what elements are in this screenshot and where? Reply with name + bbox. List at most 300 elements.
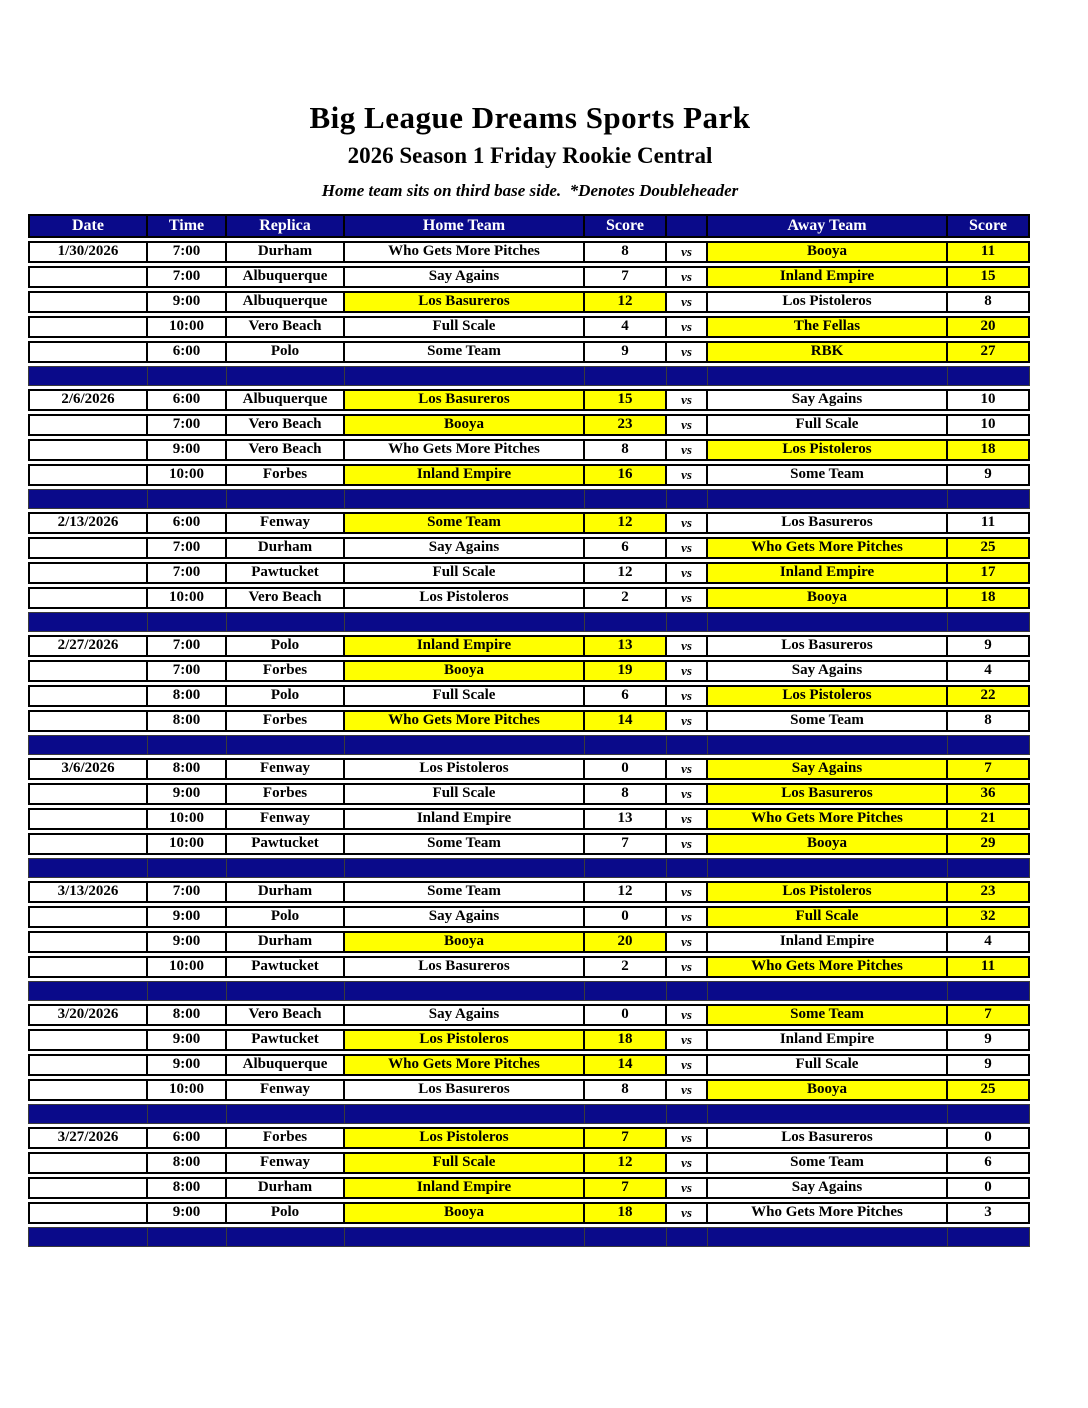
separator-cell [585,981,667,1001]
home-score-cell: 2 [585,587,667,609]
away-team-cell: RBK [708,341,948,363]
time-cell: 7:00 [148,241,227,263]
away-score-cell: 22 [948,685,1030,707]
game-row [28,1054,1030,1076]
vs-cell: vs [667,316,708,338]
date-cell [28,1079,148,1101]
away-team-cell: Full Scale [708,414,948,436]
replica-cell: Vero Beach [227,439,345,461]
away-score-cell: 18 [948,587,1030,609]
home-team-cell: Los Pistoleros [345,758,585,780]
schedule-rows [28,241,1030,1247]
date-cell: 3/20/2026 [28,1004,148,1026]
home-team-cell: Say Agains [345,537,585,559]
time-cell: 8:00 [148,710,227,732]
date-cell: 2/27/2026 [28,635,148,657]
date-cell [28,266,148,288]
game-row [28,710,1030,732]
away-score-cell: 3 [948,1202,1030,1224]
away-score-cell: 17 [948,562,1030,584]
separator-cell [667,858,708,878]
separator-cell [708,858,948,878]
week-separator-row [28,981,1030,1001]
away-score-cell: 4 [948,660,1030,682]
game-row [28,1004,1030,1026]
home-score-cell: 18 [585,1202,667,1224]
separator-cell [667,735,708,755]
date-cell [28,931,148,953]
header-home-score: Score [585,214,667,238]
home-score-cell: 9 [585,341,667,363]
home-score-cell: 8 [585,1079,667,1101]
time-cell: 6:00 [148,341,227,363]
time-cell: 6:00 [148,512,227,534]
vs-cell: vs [667,783,708,805]
away-team-cell: Inland Empire [708,931,948,953]
date-cell [28,710,148,732]
away-score-cell: 10 [948,389,1030,411]
away-score-cell: 7 [948,1004,1030,1026]
date-cell [28,1202,148,1224]
home-score-cell: 4 [585,316,667,338]
time-cell: 9:00 [148,1054,227,1076]
away-team-cell: Some Team [708,1004,948,1026]
game-row [28,1079,1030,1101]
home-team-cell: Say Agains [345,906,585,928]
separator-cell [585,858,667,878]
separator-cell [345,366,585,386]
home-score-cell: 7 [585,266,667,288]
game-row [28,881,1030,903]
vs-cell: vs [667,241,708,263]
separator-cell [148,489,227,509]
header-time: Time [148,214,227,238]
away-score-cell: 10 [948,414,1030,436]
week-separator-row [28,858,1030,878]
separator-cell [585,612,667,632]
home-score-cell: 20 [585,931,667,953]
replica-cell: Albuquerque [227,291,345,313]
away-score-cell: 32 [948,906,1030,928]
replica-cell: Fenway [227,758,345,780]
game-row [28,906,1030,928]
separator-cell [148,612,227,632]
date-cell: 3/27/2026 [28,1127,148,1149]
separator-cell [708,981,948,1001]
home-score-cell: 14 [585,710,667,732]
away-score-cell: 29 [948,833,1030,855]
game-row [28,241,1030,263]
time-cell: 10:00 [148,808,227,830]
away-team-cell: Who Gets More Pitches [708,956,948,978]
separator-cell [948,366,1030,386]
date-cell: 2/6/2026 [28,389,148,411]
separator-cell [948,735,1030,755]
game-row [28,808,1030,830]
game-row [28,1177,1030,1199]
date-cell [28,464,148,486]
away-team-cell: Who Gets More Pitches [708,1202,948,1224]
game-row [28,512,1030,534]
separator-cell [227,366,345,386]
game-row [28,291,1030,313]
separator-cell [708,1104,948,1124]
date-cell [28,537,148,559]
vs-cell: vs [667,931,708,953]
away-team-cell: Say Agains [708,660,948,682]
separator-cell [948,1104,1030,1124]
away-score-cell: 9 [948,1054,1030,1076]
home-score-cell: 0 [585,906,667,928]
separator-cell [585,735,667,755]
game-row [28,660,1030,682]
home-team-cell: Inland Empire [345,808,585,830]
away-team-cell: Los Basureros [708,635,948,657]
away-team-cell: Booya [708,1079,948,1101]
game-row [28,266,1030,288]
table-header-row [28,214,1030,238]
away-team-cell: Some Team [708,464,948,486]
replica-cell: Durham [227,931,345,953]
separator-cell [148,1104,227,1124]
home-score-cell: 0 [585,1004,667,1026]
home-team-cell: Inland Empire [345,464,585,486]
away-score-cell: 25 [948,537,1030,559]
game-row [28,537,1030,559]
separator-cell [345,1104,585,1124]
vs-cell: vs [667,537,708,559]
home-team-cell: Who Gets More Pitches [345,241,585,263]
game-row [28,464,1030,486]
vs-cell: vs [667,1079,708,1101]
time-cell: 10:00 [148,833,227,855]
separator-cell [585,1104,667,1124]
home-score-cell: 14 [585,1054,667,1076]
replica-cell: Fenway [227,1079,345,1101]
away-team-cell: Los Basureros [708,783,948,805]
replica-cell: Pawtucket [227,1029,345,1051]
separator-cell [667,366,708,386]
game-row [28,1127,1030,1149]
schedule-table [28,214,1030,1247]
away-team-cell: Who Gets More Pitches [708,808,948,830]
time-cell: 9:00 [148,783,227,805]
replica-cell: Polo [227,635,345,657]
separator-cell [667,1104,708,1124]
game-row [28,414,1030,436]
game-row [28,931,1030,953]
home-team-cell: Say Agains [345,1004,585,1026]
away-score-cell: 20 [948,316,1030,338]
home-team-cell: Los Pistoleros [345,587,585,609]
separator-cell [148,858,227,878]
vs-cell: vs [667,1004,708,1026]
time-cell: 8:00 [148,1004,227,1026]
week-separator-row [28,612,1030,632]
home-team-cell: Booya [345,1202,585,1224]
date-cell [28,783,148,805]
away-team-cell: Booya [708,833,948,855]
away-score-cell: 21 [948,808,1030,830]
away-score-cell: 4 [948,931,1030,953]
game-row [28,1152,1030,1174]
vs-cell: vs [667,512,708,534]
replica-cell: Durham [227,1177,345,1199]
replica-cell: Polo [227,341,345,363]
date-cell: 2/13/2026 [28,512,148,534]
home-team-cell: Inland Empire [345,635,585,657]
home-team-cell: Some Team [345,341,585,363]
home-score-cell: 7 [585,1127,667,1149]
separator-cell [227,735,345,755]
vs-cell: vs [667,562,708,584]
separator-cell [585,366,667,386]
week-separator-row [28,366,1030,386]
home-score-cell: 12 [585,881,667,903]
away-team-cell: Booya [708,587,948,609]
vs-cell: vs [667,1177,708,1199]
separator-cell [948,1227,1030,1247]
away-team-cell: Inland Empire [708,266,948,288]
replica-cell: Pawtucket [227,956,345,978]
vs-cell: vs [667,341,708,363]
vs-cell: vs [667,833,708,855]
away-team-cell: Los Pistoleros [708,291,948,313]
game-row [28,783,1030,805]
date-cell [28,562,148,584]
away-team-cell: Los Basureros [708,1127,948,1149]
vs-cell: vs [667,635,708,657]
date-cell [28,685,148,707]
replica-cell: Vero Beach [227,316,345,338]
date-cell [28,316,148,338]
away-team-cell: Full Scale [708,906,948,928]
separator-cell [28,858,148,878]
away-score-cell: 9 [948,464,1030,486]
date-cell: 3/6/2026 [28,758,148,780]
date-cell: 3/13/2026 [28,881,148,903]
game-row [28,562,1030,584]
home-team-cell: Some Team [345,512,585,534]
replica-cell: Forbes [227,464,345,486]
week-separator-row [28,1227,1030,1247]
game-row [28,439,1030,461]
date-cell [28,1029,148,1051]
time-cell: 10:00 [148,464,227,486]
separator-cell [345,981,585,1001]
replica-cell: Vero Beach [227,587,345,609]
away-team-cell: Los Pistoleros [708,881,948,903]
away-score-cell: 11 [948,956,1030,978]
game-row [28,1029,1030,1051]
away-team-cell: Full Scale [708,1054,948,1076]
separator-cell [708,1227,948,1247]
separator-cell [28,1104,148,1124]
away-team-cell: Some Team [708,710,948,732]
replica-cell: Polo [227,685,345,707]
replica-cell: Albuquerque [227,266,345,288]
header-vs-spacer [667,214,708,238]
separator-cell [708,489,948,509]
game-row [28,587,1030,609]
header-replica: Replica [227,214,345,238]
time-cell: 7:00 [148,881,227,903]
replica-cell: Durham [227,537,345,559]
home-team-cell: Los Basureros [345,956,585,978]
home-team-cell: Los Pistoleros [345,1127,585,1149]
vs-cell: vs [667,464,708,486]
replica-cell: Fenway [227,512,345,534]
home-score-cell: 7 [585,833,667,855]
date-cell [28,1152,148,1174]
home-score-cell: 18 [585,1029,667,1051]
time-cell: 10:00 [148,1079,227,1101]
separator-cell [708,612,948,632]
time-cell: 7:00 [148,266,227,288]
home-score-cell: 6 [585,685,667,707]
separator-cell [948,858,1030,878]
game-row [28,833,1030,855]
vs-cell: vs [667,758,708,780]
vs-cell: vs [667,439,708,461]
game-row [28,341,1030,363]
time-cell: 9:00 [148,931,227,953]
time-cell: 9:00 [148,439,227,461]
replica-cell: Fenway [227,808,345,830]
separator-cell [667,489,708,509]
home-team-cell: Booya [345,660,585,682]
time-cell: 7:00 [148,562,227,584]
home-score-cell: 0 [585,758,667,780]
separator-cell [227,1104,345,1124]
replica-cell: Polo [227,1202,345,1224]
header-away-score: Score [948,214,1030,238]
home-score-cell: 13 [585,635,667,657]
away-score-cell: 25 [948,1079,1030,1101]
game-row [28,758,1030,780]
home-team-cell: Full Scale [345,316,585,338]
vs-cell: vs [667,291,708,313]
replica-cell: Durham [227,881,345,903]
home-score-cell: 19 [585,660,667,682]
away-team-cell: The Fellas [708,316,948,338]
separator-cell [708,735,948,755]
home-score-cell: 15 [585,389,667,411]
date-cell [28,1054,148,1076]
away-score-cell: 18 [948,439,1030,461]
separator-cell [28,981,148,1001]
separator-cell [667,612,708,632]
vs-cell: vs [667,660,708,682]
home-score-cell: 12 [585,291,667,313]
time-cell: 6:00 [148,389,227,411]
vs-cell: vs [667,1127,708,1149]
date-cell [28,341,148,363]
away-score-cell: 11 [948,512,1030,534]
away-team-cell: Say Agains [708,389,948,411]
date-cell [28,587,148,609]
home-score-cell: 12 [585,562,667,584]
game-row [28,1202,1030,1224]
time-cell: 9:00 [148,1202,227,1224]
home-team-cell: Say Agains [345,266,585,288]
game-row [28,316,1030,338]
separator-cell [345,735,585,755]
time-cell: 8:00 [148,1177,227,1199]
page-title: Big League Dreams Sports Park [309,100,751,135]
home-team-cell: Los Basureros [345,389,585,411]
away-team-cell: Inland Empire [708,562,948,584]
separator-cell [585,1227,667,1247]
separator-cell [948,489,1030,509]
away-score-cell: 0 [948,1127,1030,1149]
time-cell: 7:00 [148,414,227,436]
separator-cell [667,981,708,1001]
separator-cell [28,735,148,755]
home-score-cell: 23 [585,414,667,436]
time-cell: 7:00 [148,537,227,559]
away-team-cell: Booya [708,241,948,263]
away-score-cell: 11 [948,241,1030,263]
home-team-cell: Full Scale [345,783,585,805]
away-score-cell: 23 [948,881,1030,903]
home-score-cell: 12 [585,512,667,534]
time-cell: 8:00 [148,758,227,780]
date-cell: 1/30/2026 [28,241,148,263]
replica-cell: Vero Beach [227,1004,345,1026]
replica-cell: Forbes [227,660,345,682]
vs-cell: vs [667,414,708,436]
away-score-cell: 27 [948,341,1030,363]
replica-cell: Pawtucket [227,833,345,855]
away-score-cell: 8 [948,291,1030,313]
game-row [28,685,1030,707]
date-cell [28,956,148,978]
separator-cell [28,489,148,509]
vs-cell: vs [667,1202,708,1224]
replica-cell: Polo [227,906,345,928]
time-cell: 7:00 [148,635,227,657]
home-team-cell: Full Scale [345,1152,585,1174]
vs-cell: vs [667,710,708,732]
home-team-cell: Who Gets More Pitches [345,439,585,461]
home-team-cell: Los Basureros [345,291,585,313]
away-score-cell: 7 [948,758,1030,780]
vs-cell: vs [667,266,708,288]
home-score-cell: 12 [585,1152,667,1174]
separator-cell [708,366,948,386]
page-subtitle: 2026 Season 1 Friday Rookie Central [347,142,713,168]
away-team-cell: Say Agains [708,758,948,780]
away-team-cell: Some Team [708,1152,948,1174]
separator-cell [585,489,667,509]
date-cell [28,414,148,436]
separator-cell [148,366,227,386]
time-cell: 10:00 [148,956,227,978]
away-score-cell: 9 [948,1029,1030,1051]
week-separator-row [28,489,1030,509]
home-team-cell: Los Pistoleros [345,1029,585,1051]
time-cell: 8:00 [148,1152,227,1174]
home-team-cell: Los Basureros [345,1079,585,1101]
game-row [28,635,1030,657]
vs-cell: vs [667,906,708,928]
away-team-cell: Say Agains [708,1177,948,1199]
separator-cell [345,1227,585,1247]
separator-cell [28,612,148,632]
home-score-cell: 8 [585,241,667,263]
away-team-cell: Inland Empire [708,1029,948,1051]
